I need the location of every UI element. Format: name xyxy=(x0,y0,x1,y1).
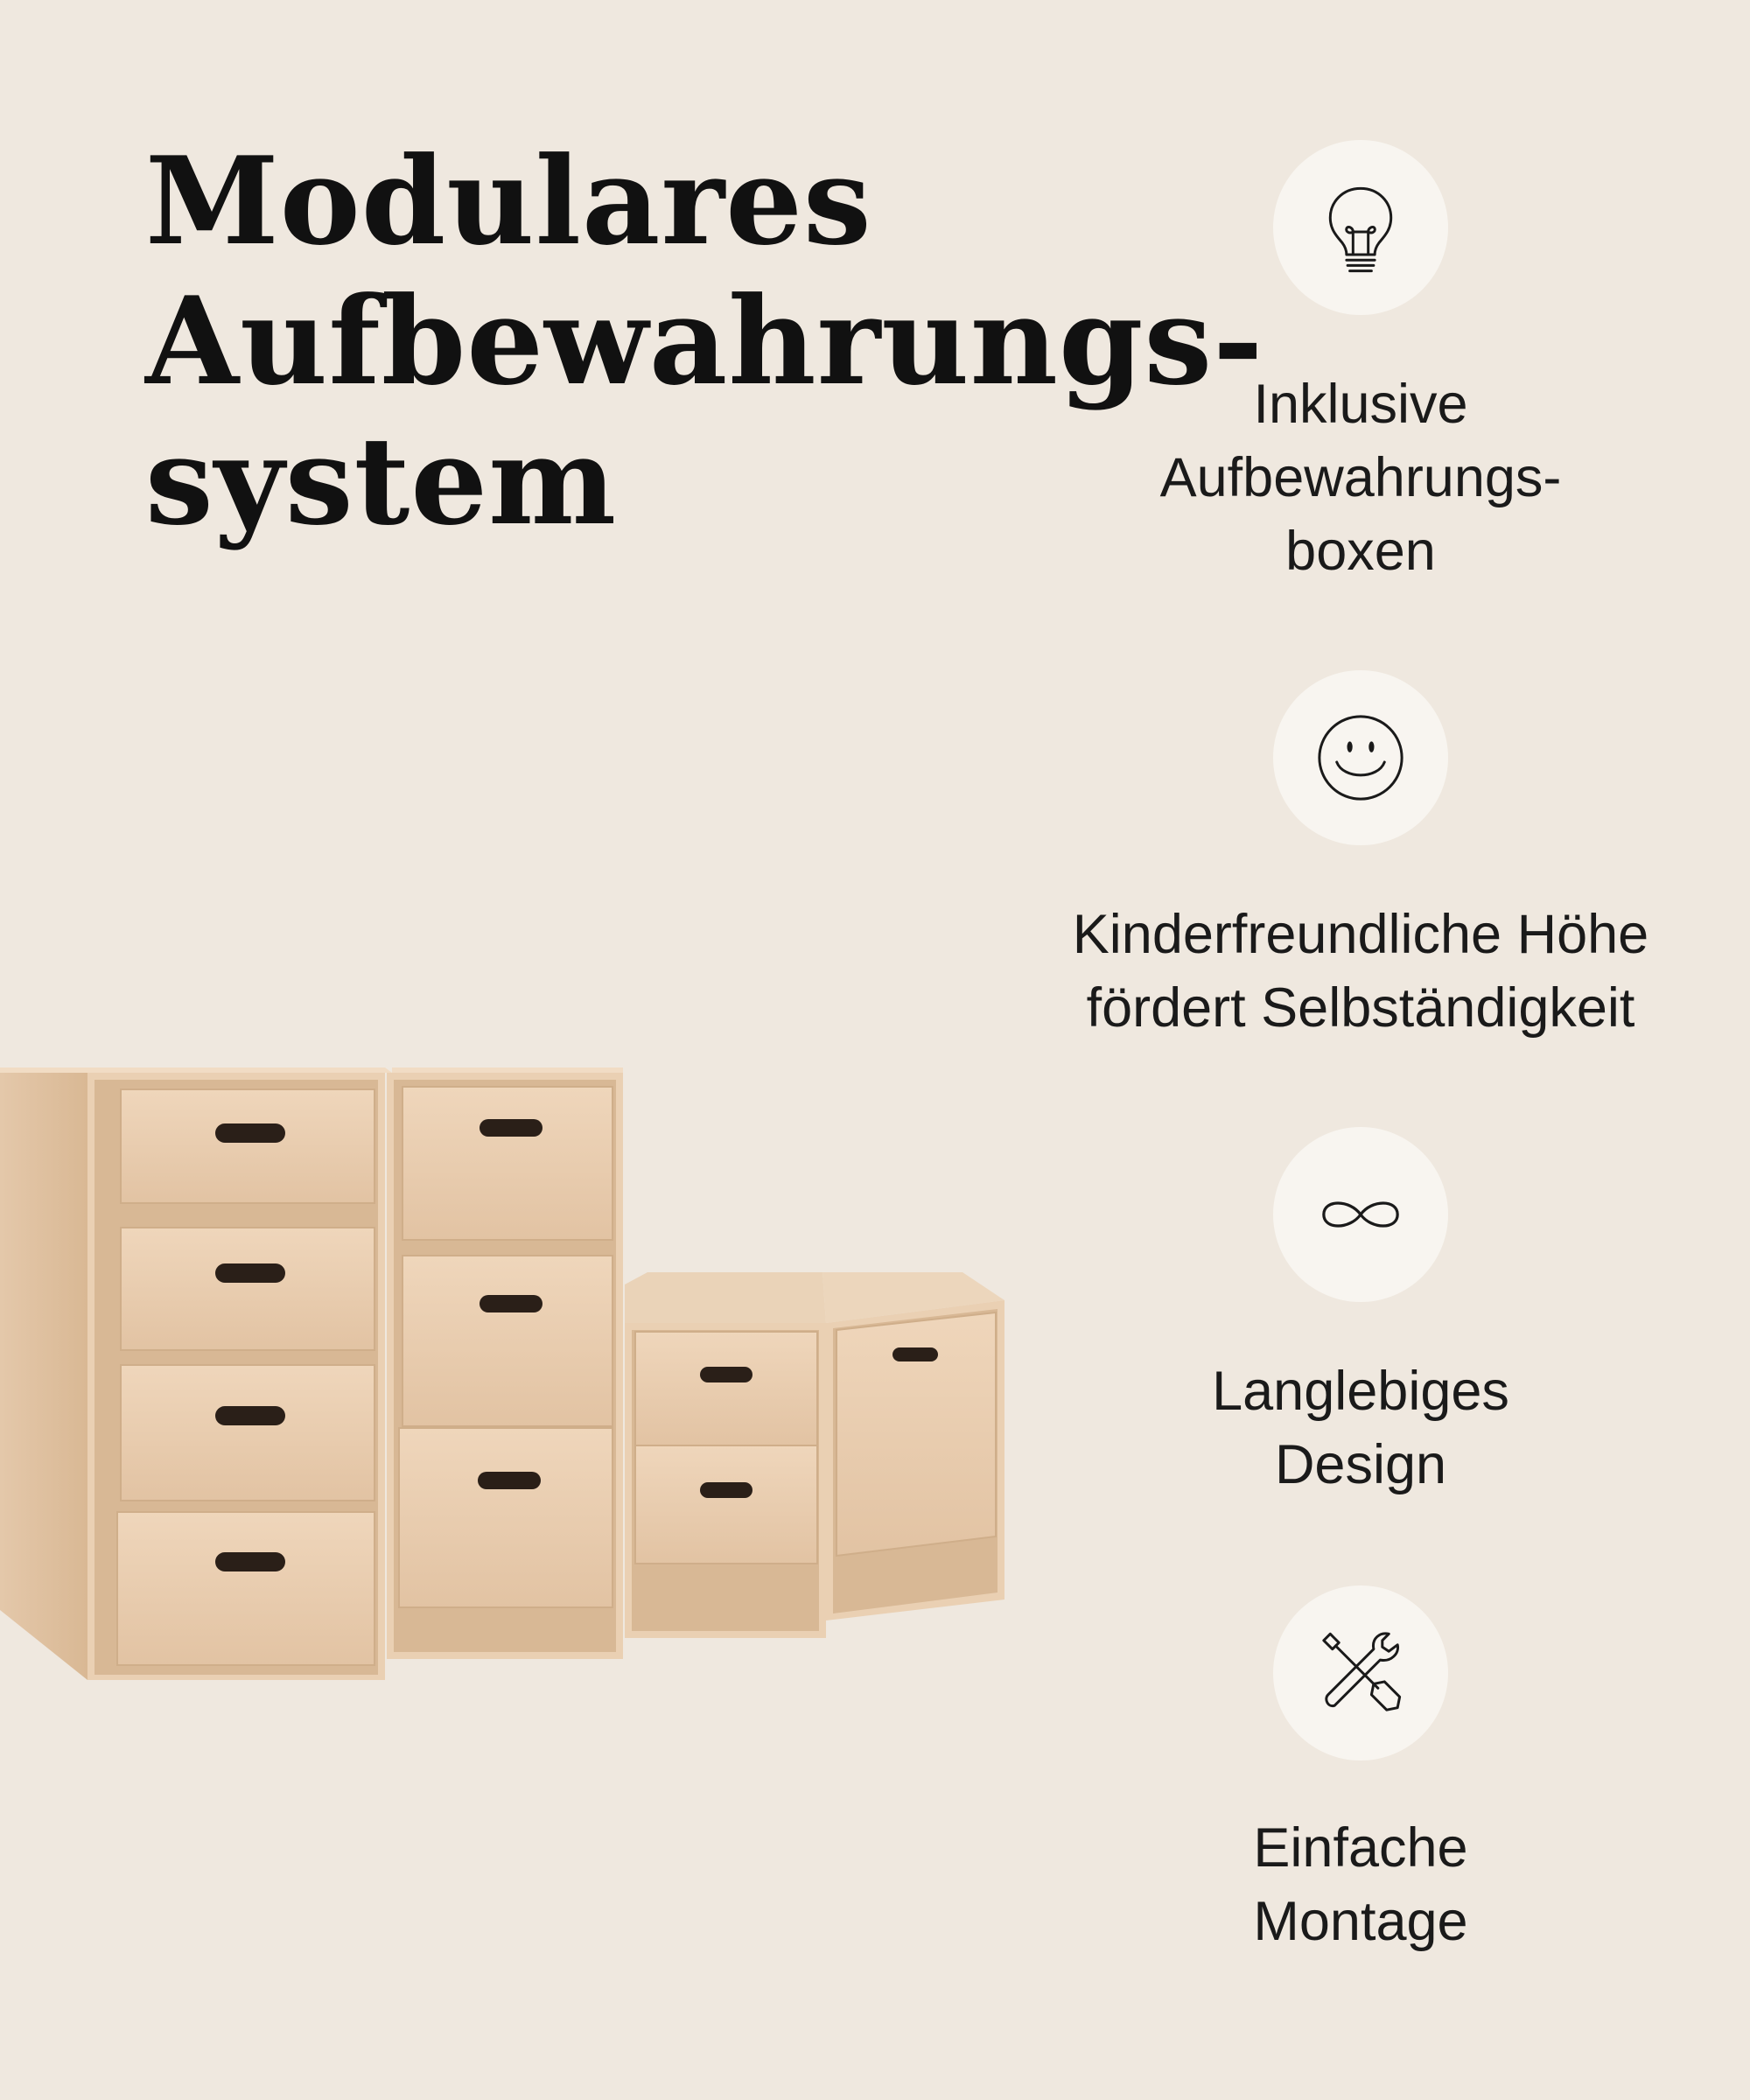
modular-shelf-image xyxy=(0,1050,1015,1698)
feature-line: Einfache xyxy=(1253,1817,1468,1879)
headline-line-1: Modulares xyxy=(145,130,872,272)
feature-line: fördert Selbständigkeit xyxy=(1086,977,1635,1039)
feature-line: boxen xyxy=(1285,521,1436,582)
short-unit-two-drawers xyxy=(625,1272,826,1638)
feature-line: Langlebiges xyxy=(1212,1361,1509,1422)
lightbulb-icon xyxy=(1273,140,1448,315)
feature-line: Aufbewahrungs- xyxy=(1159,447,1562,508)
headline-line-3: system xyxy=(145,410,618,552)
feature-text-assembly xyxy=(1002,1811,1719,1958)
feature-text-durable xyxy=(1002,1354,1719,1502)
feature-text-storage-boxes xyxy=(1002,368,1719,588)
feature-line: Montage xyxy=(1253,1891,1468,1952)
smiley-icon xyxy=(1273,670,1448,845)
infinity-icon xyxy=(1273,1127,1448,1302)
tall-unit-middle xyxy=(387,1068,623,1659)
tools-icon xyxy=(1273,1586,1448,1760)
headline-line-2: Aufbewahrungs- xyxy=(145,270,1264,412)
tall-unit-left xyxy=(0,1068,392,1680)
feature-line: Kinderfreundliche Höhe xyxy=(1072,904,1649,965)
feature-text-child-height xyxy=(1002,898,1719,1045)
feature-line: Inklusive xyxy=(1253,374,1468,435)
feature-line: Design xyxy=(1274,1434,1447,1495)
